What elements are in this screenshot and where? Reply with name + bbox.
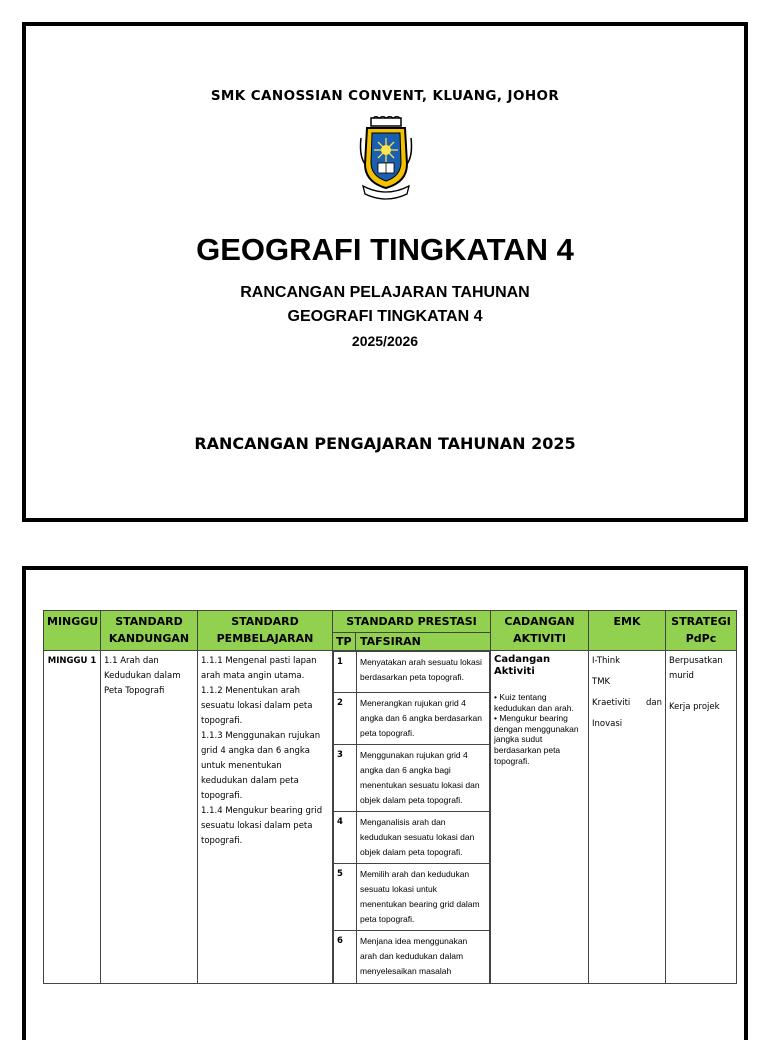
emk-item: Kraetiviti bbox=[592, 698, 631, 708]
tafsiran-text: Menggunakan rujukan grid 4 angka dan 6 angka bagi menentukan sesuatu lokasi dan objek dalam peta topografi. bbox=[357, 745, 490, 812]
cell-standard-pembelajaran bbox=[198, 651, 333, 984]
document-title: GEOGRAFI TINGKATAN 4 bbox=[196, 232, 574, 267]
header-tp: TP bbox=[333, 633, 356, 650]
emk-item-line bbox=[592, 696, 662, 711]
cell-cadangan-aktiviti bbox=[491, 651, 589, 984]
cadangan-item: • Mengukur bearing dengan menggunakan jangka sudut berdasarkan peta topografi. bbox=[494, 713, 579, 766]
rpt-heading: RANCANGAN PENGAJARAN TAHUNAN 2025 bbox=[194, 434, 576, 453]
cell-standard-prestasi bbox=[333, 651, 491, 984]
tp-number: 3 bbox=[334, 745, 357, 812]
cell-strategi bbox=[666, 651, 737, 984]
tafsiran-text: Menjana idea menggunakan arah dan kedudukan dalam menyelesaikan masalah bbox=[357, 931, 490, 983]
header-emk: EMK bbox=[589, 611, 666, 651]
pembelajaran-item: 1.1.2 Menentukan arah sesuatu lokasi dalam peta topografi. bbox=[201, 686, 313, 726]
emk-item: I-Think bbox=[592, 656, 621, 666]
header-prestasi-label: STANDARD PRESTASI bbox=[333, 611, 490, 633]
document-subtitle: RANCANGAN PELAJARAN TAHUNAN bbox=[240, 284, 530, 301]
document-year: 2025/2026 bbox=[351, 333, 419, 349]
tafsiran-text: Menganalisis arah dan kedudukan sesuatu lokasi dan objek dalam peta topografi. bbox=[357, 812, 490, 864]
tp-number: 2 bbox=[334, 693, 357, 745]
tp-number: 1 bbox=[334, 652, 357, 693]
cadangan-title: Cadangan Aktiviti bbox=[494, 654, 551, 677]
cell-standard-kandungan: 1.1 Arah dan Kedudukan dalam Peta Topografi bbox=[101, 651, 198, 984]
strategi-item: Berpusatkan murid bbox=[669, 656, 723, 681]
header-standard-prestasi bbox=[333, 611, 491, 651]
tp-number: 5 bbox=[334, 864, 357, 931]
tp-number: 6 bbox=[334, 931, 357, 983]
header-standard-pembelajaran: STANDARD PEMBELAJARAN bbox=[198, 611, 333, 651]
school-name: SMK CANOSSIAN CONVENT, KLUANG, JOHOR bbox=[210, 88, 560, 104]
school-crest-icon bbox=[359, 116, 413, 200]
table-page bbox=[22, 566, 748, 1040]
tp-number: 4 bbox=[334, 812, 357, 864]
cadangan-item: • Kuiz tentang kedudukan dan arah. bbox=[494, 692, 574, 713]
pembelajaran-item: 1.1.4 Mengukur bearing grid sesuatu lokasi dalam peta topografi. bbox=[201, 806, 323, 846]
strategi-item: Kerja projek bbox=[669, 702, 720, 712]
table-row bbox=[44, 651, 737, 984]
cell-emk bbox=[589, 651, 666, 984]
document-subject: GEOGRAFI TINGKATAN 4 bbox=[287, 308, 483, 325]
tafsiran-text: Menerangkan rujukan grid 4 angka dan 6 angka berdasarkan peta topografi. bbox=[357, 693, 490, 745]
tafsiran-text: Memilih arah dan kedudukan sesuatu lokasi untuk menentukan bearing grid dalam peta topografi. bbox=[357, 864, 490, 931]
rpt-table bbox=[43, 610, 737, 984]
pembelajaran-item: 1.1.1 Mengenal pasti lapan arah mata angin utama. bbox=[201, 656, 317, 681]
emk-item: TMK bbox=[592, 677, 611, 687]
pembelajaran-item: 1.1.3 Menggunakan rujukan grid 4 angka dan 6 angka untuk menentukan kedudukan dalam peta topografi. bbox=[201, 731, 321, 801]
tafsiran-text: Menyatakan arah sesuatu lokasi berdasarkan peta topografi. bbox=[357, 652, 490, 693]
header-strategi: STRATEGI PdPc bbox=[666, 611, 737, 651]
prestasi-list bbox=[333, 651, 490, 983]
emk-item: dan bbox=[646, 698, 662, 708]
header-standard-kandungan: STANDARD KANDUNGAN bbox=[101, 611, 198, 651]
cover-page bbox=[22, 22, 748, 522]
header-minggu: MINGGU bbox=[44, 611, 101, 651]
header-cadangan-aktiviti: CADANGAN AKTIVITI bbox=[491, 611, 589, 651]
header-tafsiran: TAFSIRAN bbox=[360, 635, 421, 648]
emk-item: Inovasi bbox=[592, 719, 623, 729]
cell-minggu: MINGGU 1 bbox=[44, 651, 101, 984]
